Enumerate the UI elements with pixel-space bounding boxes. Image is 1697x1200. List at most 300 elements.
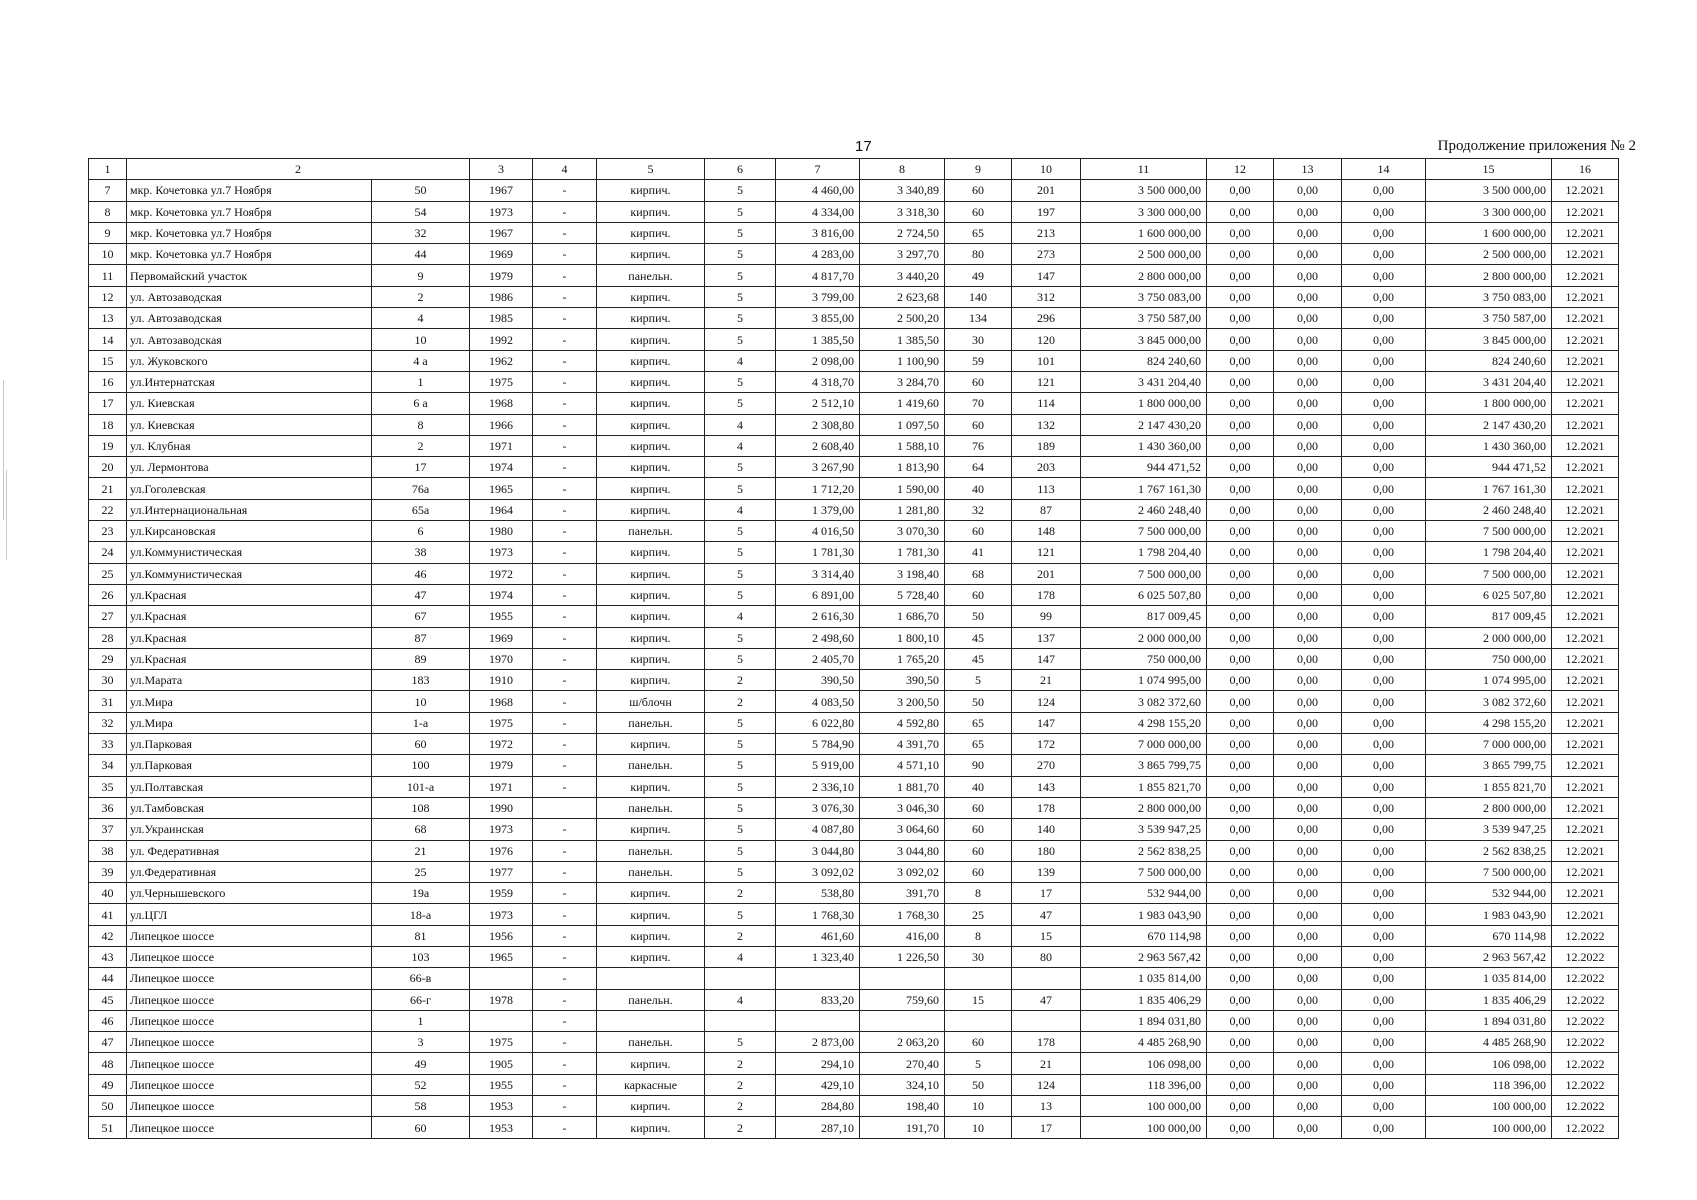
residents-cell: [1012, 968, 1081, 989]
floors-cell: [705, 1010, 776, 1031]
cost-total-cell: 6 025 507,80: [1081, 584, 1207, 605]
wall-material-cell: кирпич.: [597, 542, 705, 563]
residents-cell: 132: [1012, 414, 1081, 435]
address-street-cell: ул. Лермонтова: [127, 457, 372, 478]
residents-cell: 47: [1012, 904, 1081, 925]
residents-cell: 137: [1012, 627, 1081, 648]
apartments-cell: 45: [945, 627, 1012, 648]
apartments-cell: 50: [945, 1074, 1012, 1095]
wall-material-cell: кирпич.: [597, 371, 705, 392]
cost-total-cell: 1 894 031,80: [1081, 1010, 1207, 1031]
cost-total-cell: 750 000,00: [1081, 648, 1207, 669]
fund-share-cell: 0,00: [1207, 968, 1274, 989]
living-area-cell: 1 419,60: [860, 393, 945, 414]
year-built-cell: 1972: [470, 734, 533, 755]
regional-share-cell: 0,00: [1274, 691, 1342, 712]
year-built-cell: 1974: [470, 457, 533, 478]
row-number-cell: 24: [89, 542, 127, 563]
deadline-cell: 12.2022: [1552, 1096, 1619, 1117]
house-number-cell: 100: [372, 755, 470, 776]
owners-share-cell: 2 800 000,00: [1426, 265, 1552, 286]
local-share-cell: 0,00: [1342, 521, 1426, 542]
house-number-cell: 46: [372, 563, 470, 584]
year-renovated-cell: -: [533, 1010, 597, 1031]
year-renovated-cell: -: [533, 350, 597, 371]
living-area-cell: 3 297,70: [860, 244, 945, 265]
row-number-cell: 43: [89, 946, 127, 967]
floors-cell: 4: [705, 946, 776, 967]
fund-share-cell: 0,00: [1207, 222, 1274, 243]
regional-share-cell: 0,00: [1274, 734, 1342, 755]
floors-cell: 4: [705, 435, 776, 456]
address-street-cell: ул.Парковая: [127, 755, 372, 776]
deadline-cell: 12.2021: [1552, 371, 1619, 392]
col-header: 2: [127, 159, 470, 180]
year-built-cell: 1973: [470, 904, 533, 925]
apartments-cell: 5: [945, 670, 1012, 691]
local-share-cell: 0,00: [1342, 776, 1426, 797]
table-row: [89, 883, 1619, 904]
year-renovated-cell: -: [533, 648, 597, 669]
row-number-cell: 46: [89, 1010, 127, 1031]
year-renovated-cell: [533, 797, 597, 818]
total-area-cell: 461,60: [776, 925, 860, 946]
deadline-cell: 12.2021: [1552, 904, 1619, 925]
house-number-cell: 1: [372, 1010, 470, 1031]
regional-share-cell: 0,00: [1274, 1074, 1342, 1095]
house-number-cell: 1-а: [372, 712, 470, 733]
fund-share-cell: 0,00: [1207, 1010, 1274, 1031]
regional-share-cell: 0,00: [1274, 883, 1342, 904]
table-row: [89, 1117, 1619, 1138]
apartments-cell: 60: [945, 521, 1012, 542]
fund-share-cell: 0,00: [1207, 1053, 1274, 1074]
regional-share-cell: 0,00: [1274, 329, 1342, 350]
living-area-cell: 416,00: [860, 925, 945, 946]
year-built-cell: 1953: [470, 1117, 533, 1138]
row-number-cell: 13: [89, 308, 127, 329]
table-row: [89, 670, 1619, 691]
apartments-cell: 64: [945, 457, 1012, 478]
floors-cell: 2: [705, 925, 776, 946]
total-area-cell: 429,10: [776, 1074, 860, 1095]
owners-share-cell: 1 600 000,00: [1426, 222, 1552, 243]
address-street-cell: ул. Федеративная: [127, 840, 372, 861]
apartments-cell: 134: [945, 308, 1012, 329]
cost-total-cell: 3 865 799,75: [1081, 755, 1207, 776]
year-built-cell: 1969: [470, 627, 533, 648]
address-street-cell: Липецкое шоссе: [127, 1053, 372, 1074]
address-street-cell: ул.Чернышевского: [127, 883, 372, 904]
address-street-cell: ул.Федеративная: [127, 861, 372, 882]
regional-share-cell: 0,00: [1274, 542, 1342, 563]
local-share-cell: 0,00: [1342, 1032, 1426, 1053]
address-street-cell: Липецкое шоссе: [127, 1032, 372, 1053]
floors-cell: 5: [705, 180, 776, 201]
fund-share-cell: 0,00: [1207, 542, 1274, 563]
table-row: [89, 371, 1619, 392]
living-area-cell: 3 070,30: [860, 521, 945, 542]
floors-cell: [705, 968, 776, 989]
year-renovated-cell: -: [533, 904, 597, 925]
residents-cell: 201: [1012, 563, 1081, 584]
apartments-cell: 8: [945, 883, 1012, 904]
apartments-cell: 65: [945, 734, 1012, 755]
wall-material-cell: кирпич.: [597, 222, 705, 243]
house-number-cell: 49: [372, 1053, 470, 1074]
apartments-cell: 30: [945, 329, 1012, 350]
wall-material-cell: ш/блочн: [597, 691, 705, 712]
owners-share-cell: 3 750 083,00: [1426, 286, 1552, 307]
cost-total-cell: 7 500 000,00: [1081, 563, 1207, 584]
wall-material-cell: кирпич.: [597, 499, 705, 520]
wall-material-cell: кирпич.: [597, 350, 705, 371]
floors-cell: 5: [705, 265, 776, 286]
residents-cell: [1012, 1010, 1081, 1031]
floors-cell: 5: [705, 734, 776, 755]
table-row: [89, 563, 1619, 584]
address-street-cell: ул.Тамбовская: [127, 797, 372, 818]
fund-share-cell: 0,00: [1207, 371, 1274, 392]
fund-share-cell: 0,00: [1207, 499, 1274, 520]
owners-share-cell: 2 460 248,40: [1426, 499, 1552, 520]
regional-share-cell: 0,00: [1274, 180, 1342, 201]
living-area-cell: 3 046,30: [860, 797, 945, 818]
owners-share-cell: 2 147 430,20: [1426, 414, 1552, 435]
fund-share-cell: 0,00: [1207, 606, 1274, 627]
row-number-cell: 36: [89, 797, 127, 818]
apartments-cell: 15: [945, 989, 1012, 1010]
year-built-cell: 1966: [470, 414, 533, 435]
house-number-cell: 108: [372, 797, 470, 818]
deadline-cell: 12.2021: [1552, 329, 1619, 350]
living-area-cell: 5 728,40: [860, 584, 945, 605]
regional-share-cell: 0,00: [1274, 308, 1342, 329]
local-share-cell: 0,00: [1342, 244, 1426, 265]
house-number-cell: 1: [372, 371, 470, 392]
apartments-cell: 70: [945, 393, 1012, 414]
house-number-cell: 81: [372, 925, 470, 946]
fund-share-cell: 0,00: [1207, 265, 1274, 286]
deadline-cell: 12.2021: [1552, 435, 1619, 456]
year-renovated-cell: -: [533, 627, 597, 648]
regional-share-cell: 0,00: [1274, 1117, 1342, 1138]
apartments-cell: 30: [945, 946, 1012, 967]
address-street-cell: ул.Марата: [127, 670, 372, 691]
apartments-cell: 60: [945, 584, 1012, 605]
cost-total-cell: 1 430 360,00: [1081, 435, 1207, 456]
wall-material-cell: панельн.: [597, 265, 705, 286]
local-share-cell: 0,00: [1342, 755, 1426, 776]
local-share-cell: 0,00: [1342, 627, 1426, 648]
year-renovated-cell: -: [533, 308, 597, 329]
residents-cell: 15: [1012, 925, 1081, 946]
regional-share-cell: 0,00: [1274, 521, 1342, 542]
cost-total-cell: 100 000,00: [1081, 1096, 1207, 1117]
living-area-cell: 3 198,40: [860, 563, 945, 584]
regional-share-cell: 0,00: [1274, 265, 1342, 286]
deadline-cell: 12.2021: [1552, 542, 1619, 563]
local-share-cell: 0,00: [1342, 712, 1426, 733]
year-renovated-cell: -: [533, 989, 597, 1010]
regional-share-cell: 0,00: [1274, 1010, 1342, 1031]
row-number-cell: 50: [89, 1096, 127, 1117]
deadline-cell: 12.2021: [1552, 521, 1619, 542]
apartments-cell: 76: [945, 435, 1012, 456]
address-street-cell: Липецкое шоссе: [127, 989, 372, 1010]
address-street-cell: ул.Парковая: [127, 734, 372, 755]
year-built-cell: 1979: [470, 755, 533, 776]
address-street-cell: Липецкое шоссе: [127, 1096, 372, 1117]
cost-total-cell: 2 562 838,25: [1081, 840, 1207, 861]
cost-total-cell: 2 460 248,40: [1081, 499, 1207, 520]
floors-cell: 5: [705, 521, 776, 542]
owners-share-cell: 3 500 000,00: [1426, 180, 1552, 201]
total-area-cell: 1 385,50: [776, 329, 860, 350]
address-street-cell: ул.Красная: [127, 606, 372, 627]
owners-share-cell: 944 471,52: [1426, 457, 1552, 478]
floors-cell: 5: [705, 755, 776, 776]
floors-cell: 5: [705, 478, 776, 499]
fund-share-cell: 0,00: [1207, 840, 1274, 861]
apartments-cell: 10: [945, 1096, 1012, 1117]
residents-cell: 213: [1012, 222, 1081, 243]
local-share-cell: 0,00: [1342, 563, 1426, 584]
cost-total-cell: 2 963 567,42: [1081, 946, 1207, 967]
residents-cell: 143: [1012, 776, 1081, 797]
row-number-cell: 16: [89, 371, 127, 392]
house-number-cell: 3: [372, 1032, 470, 1053]
house-number-cell: 19а: [372, 883, 470, 904]
year-built-cell: 1975: [470, 712, 533, 733]
deadline-cell: 12.2021: [1552, 712, 1619, 733]
table-row: [89, 1096, 1619, 1117]
scan-artifact: [6, 470, 7, 560]
house-number-cell: 68: [372, 819, 470, 840]
year-built-cell: 1992: [470, 329, 533, 350]
col-header: 1: [89, 159, 127, 180]
year-renovated-cell: -: [533, 925, 597, 946]
scan-artifact: [3, 380, 4, 520]
fund-share-cell: 0,00: [1207, 457, 1274, 478]
fund-share-cell: 0,00: [1207, 797, 1274, 818]
fund-share-cell: 0,00: [1207, 734, 1274, 755]
year-built-cell: 1985: [470, 308, 533, 329]
cost-total-cell: 4 298 155,20: [1081, 712, 1207, 733]
col-header: 6: [705, 159, 776, 180]
table-row: [89, 627, 1619, 648]
living-area-cell: 4 391,70: [860, 734, 945, 755]
fund-share-cell: 0,00: [1207, 691, 1274, 712]
wall-material-cell: кирпич.: [597, 435, 705, 456]
owners-share-cell: 6 025 507,80: [1426, 584, 1552, 605]
wall-material-cell: кирпич.: [597, 286, 705, 307]
house-number-cell: 10: [372, 329, 470, 350]
house-number-cell: 44: [372, 244, 470, 265]
table-row: [89, 201, 1619, 222]
local-share-cell: 0,00: [1342, 670, 1426, 691]
year-renovated-cell: -: [533, 1074, 597, 1095]
local-share-cell: 0,00: [1342, 734, 1426, 755]
year-built-cell: 1955: [470, 1074, 533, 1095]
residents-cell: 178: [1012, 584, 1081, 605]
year-built-cell: 1973: [470, 542, 533, 563]
wall-material-cell: панельн.: [597, 1032, 705, 1053]
house-number-cell: 6: [372, 521, 470, 542]
cost-total-cell: 1 800 000,00: [1081, 393, 1207, 414]
local-share-cell: 0,00: [1342, 1096, 1426, 1117]
year-renovated-cell: -: [533, 819, 597, 840]
address-street-cell: ул. Жуковского: [127, 350, 372, 371]
house-number-cell: 66-в: [372, 968, 470, 989]
local-share-cell: 0,00: [1342, 584, 1426, 605]
wall-material-cell: кирпич.: [597, 414, 705, 435]
fund-share-cell: 0,00: [1207, 201, 1274, 222]
wall-material-cell: кирпич.: [597, 819, 705, 840]
year-renovated-cell: -: [533, 180, 597, 201]
residents-cell: 180: [1012, 840, 1081, 861]
wall-material-cell: панельн.: [597, 989, 705, 1010]
year-renovated-cell: -: [533, 584, 597, 605]
deadline-cell: 12.2022: [1552, 1010, 1619, 1031]
living-area-cell: 1 588,10: [860, 435, 945, 456]
wall-material-cell: кирпич.: [597, 393, 705, 414]
wall-material-cell: кирпич.: [597, 329, 705, 350]
deadline-cell: 12.2022: [1552, 946, 1619, 967]
table-row: [89, 1032, 1619, 1053]
house-number-cell: 6 а: [372, 393, 470, 414]
year-renovated-cell: -: [533, 776, 597, 797]
cost-total-cell: 3 082 372,60: [1081, 691, 1207, 712]
fund-share-cell: 0,00: [1207, 350, 1274, 371]
floors-cell: 5: [705, 329, 776, 350]
total-area-cell: 2 308,80: [776, 414, 860, 435]
local-share-cell: 0,00: [1342, 1010, 1426, 1031]
floors-cell: 2: [705, 691, 776, 712]
apartments-cell: 60: [945, 861, 1012, 882]
regional-share-cell: 0,00: [1274, 797, 1342, 818]
cost-total-cell: 2 800 000,00: [1081, 797, 1207, 818]
year-built-cell: 1972: [470, 563, 533, 584]
table-row: [89, 414, 1619, 435]
year-built-cell: 1971: [470, 776, 533, 797]
col-header: 7: [776, 159, 860, 180]
living-area-cell: 1 765,20: [860, 648, 945, 669]
table-row: [89, 606, 1619, 627]
total-area-cell: 5 784,90: [776, 734, 860, 755]
residents-cell: 17: [1012, 1117, 1081, 1138]
living-area-cell: 1 100,90: [860, 350, 945, 371]
regional-share-cell: 0,00: [1274, 776, 1342, 797]
cost-total-cell: 670 114,98: [1081, 925, 1207, 946]
regional-share-cell: 0,00: [1274, 861, 1342, 882]
year-built-cell: 1964: [470, 499, 533, 520]
owners-share-cell: 670 114,98: [1426, 925, 1552, 946]
address-street-cell: ул.Кирсановская: [127, 521, 372, 542]
year-built-cell: 1986: [470, 286, 533, 307]
local-share-cell: 0,00: [1342, 286, 1426, 307]
owners-share-cell: 7 500 000,00: [1426, 521, 1552, 542]
table-row: [89, 542, 1619, 563]
address-street-cell: ул. Автозаводская: [127, 308, 372, 329]
wall-material-cell: кирпич.: [597, 627, 705, 648]
row-number-cell: 20: [89, 457, 127, 478]
row-number-cell: 33: [89, 734, 127, 755]
house-number-cell: 52: [372, 1074, 470, 1095]
owners-share-cell: 3 300 000,00: [1426, 201, 1552, 222]
year-built-cell: 1970: [470, 648, 533, 669]
apartments-cell: [945, 1010, 1012, 1031]
local-share-cell: 0,00: [1342, 925, 1426, 946]
local-share-cell: 0,00: [1342, 393, 1426, 414]
row-number-cell: 37: [89, 819, 127, 840]
col-header: 10: [1012, 159, 1081, 180]
local-share-cell: 0,00: [1342, 819, 1426, 840]
house-number-cell: 50: [372, 180, 470, 201]
house-number-cell: 183: [372, 670, 470, 691]
local-share-cell: 0,00: [1342, 840, 1426, 861]
house-number-cell: 67: [372, 606, 470, 627]
regional-share-cell: 0,00: [1274, 840, 1342, 861]
living-area-cell: 1 097,50: [860, 414, 945, 435]
year-renovated-cell: -: [533, 861, 597, 882]
apartments-cell: 5: [945, 1053, 1012, 1074]
table-row: [89, 840, 1619, 861]
row-number-cell: 15: [89, 350, 127, 371]
deadline-cell: 12.2021: [1552, 606, 1619, 627]
total-area-cell: 4 334,00: [776, 201, 860, 222]
address-street-cell: Липецкое шоссе: [127, 925, 372, 946]
regional-share-cell: 0,00: [1274, 393, 1342, 414]
residents-cell: 21: [1012, 670, 1081, 691]
living-area-cell: 3 092,02: [860, 861, 945, 882]
floors-cell: 5: [705, 861, 776, 882]
residents-cell: 172: [1012, 734, 1081, 755]
year-built-cell: 1965: [470, 478, 533, 499]
year-built-cell: 1905: [470, 1053, 533, 1074]
deadline-cell: 12.2021: [1552, 670, 1619, 691]
local-share-cell: 0,00: [1342, 989, 1426, 1010]
local-share-cell: 0,00: [1342, 968, 1426, 989]
row-number-cell: 38: [89, 840, 127, 861]
year-built-cell: 1975: [470, 371, 533, 392]
deadline-cell: 12.2022: [1552, 1032, 1619, 1053]
deadline-cell: 12.2021: [1552, 478, 1619, 499]
address-street-cell: ул.ЦГЛ: [127, 904, 372, 925]
floors-cell: 5: [705, 776, 776, 797]
local-share-cell: 0,00: [1342, 371, 1426, 392]
living-area-cell: 324,10: [860, 1074, 945, 1095]
deadline-cell: 12.2021: [1552, 563, 1619, 584]
floors-cell: 4: [705, 606, 776, 627]
total-area-cell: 6 891,00: [776, 584, 860, 605]
total-area-cell: 4 283,00: [776, 244, 860, 265]
table-row: [89, 648, 1619, 669]
apartments-cell: [945, 968, 1012, 989]
wall-material-cell: панельн.: [597, 755, 705, 776]
regional-share-cell: 0,00: [1274, 989, 1342, 1010]
total-area-cell: 4 817,70: [776, 265, 860, 286]
house-number-cell: 47: [372, 584, 470, 605]
regional-share-cell: 0,00: [1274, 457, 1342, 478]
regional-share-cell: 0,00: [1274, 414, 1342, 435]
total-area-cell: 3 799,00: [776, 286, 860, 307]
apartments-cell: 140: [945, 286, 1012, 307]
house-number-cell: 17: [372, 457, 470, 478]
year-renovated-cell: -: [533, 478, 597, 499]
cost-total-cell: 1 035 814,00: [1081, 968, 1207, 989]
wall-material-cell: кирпич.: [597, 308, 705, 329]
